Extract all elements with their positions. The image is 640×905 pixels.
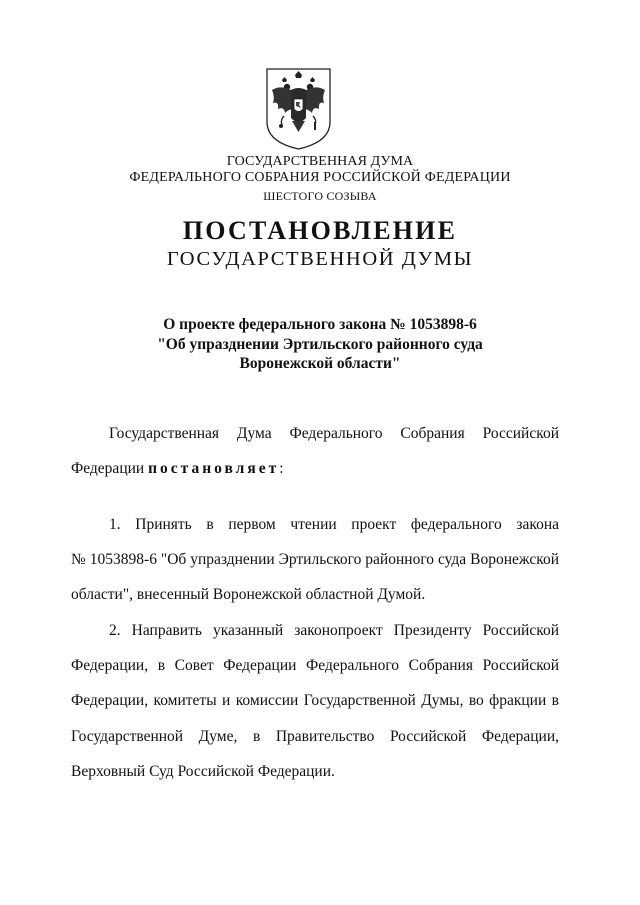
header-line-3: ШЕСТОГО СОЗЫВА [263, 189, 377, 203]
item2-line-3: Федерации, комитеты и комиссии Государственной Думы, во фракции в [71, 692, 559, 709]
item1-line-1: 1. Принять в первом чтении проект федерального закона [109, 516, 559, 533]
subject-line-1: О проекте федерального закона № 1053898-6 [163, 316, 477, 333]
document-subtitle: ГОСУДАРСТВЕННОЙ ДУМЫ [166, 248, 474, 270]
preamble-line-1: Государственная Дума Федерального Собрания Российской [109, 425, 559, 442]
item1-line-2: № 1053898-6 "Об упразднении Эртильского районного суда Воронежской [71, 551, 559, 568]
preamble-line-2 [71, 461, 559, 477]
coat-of-arms-icon [264, 66, 333, 151]
item2-line-2: Федерации, в Совет Федерации Федерального Собрания Российской [71, 657, 559, 674]
preamble-end: : [279, 460, 284, 477]
item2-line-1: 2. Направить указанный законопроект Президенту Российской [109, 622, 559, 639]
header-line-2: ФЕДЕРАЛЬНОГО СОБРАНИЯ РОССИЙСКОЙ ФЕДЕРАЦИИ [129, 170, 511, 185]
subject-line-3: Воронежской области" [239, 355, 401, 372]
document-title: ПОСТАНОВЛЕНИЕ [182, 216, 458, 245]
item2-line-5: Верховный Суд Российской Федерации. [71, 763, 335, 780]
item1-line-3: области", внесенный Воронежской областной Думой. [71, 586, 426, 603]
preamble-start: Федерации [71, 460, 149, 477]
decree-word: постановляет [148, 460, 280, 477]
subject-line-2: "Об упразднении Эртильского районного суда [157, 336, 483, 353]
item2-line-4: Государственной Думе, в Правительство Российской Федерации, [71, 728, 559, 745]
header-line-1: ГОСУДАРСТВЕННАЯ ДУМА [226, 154, 414, 169]
